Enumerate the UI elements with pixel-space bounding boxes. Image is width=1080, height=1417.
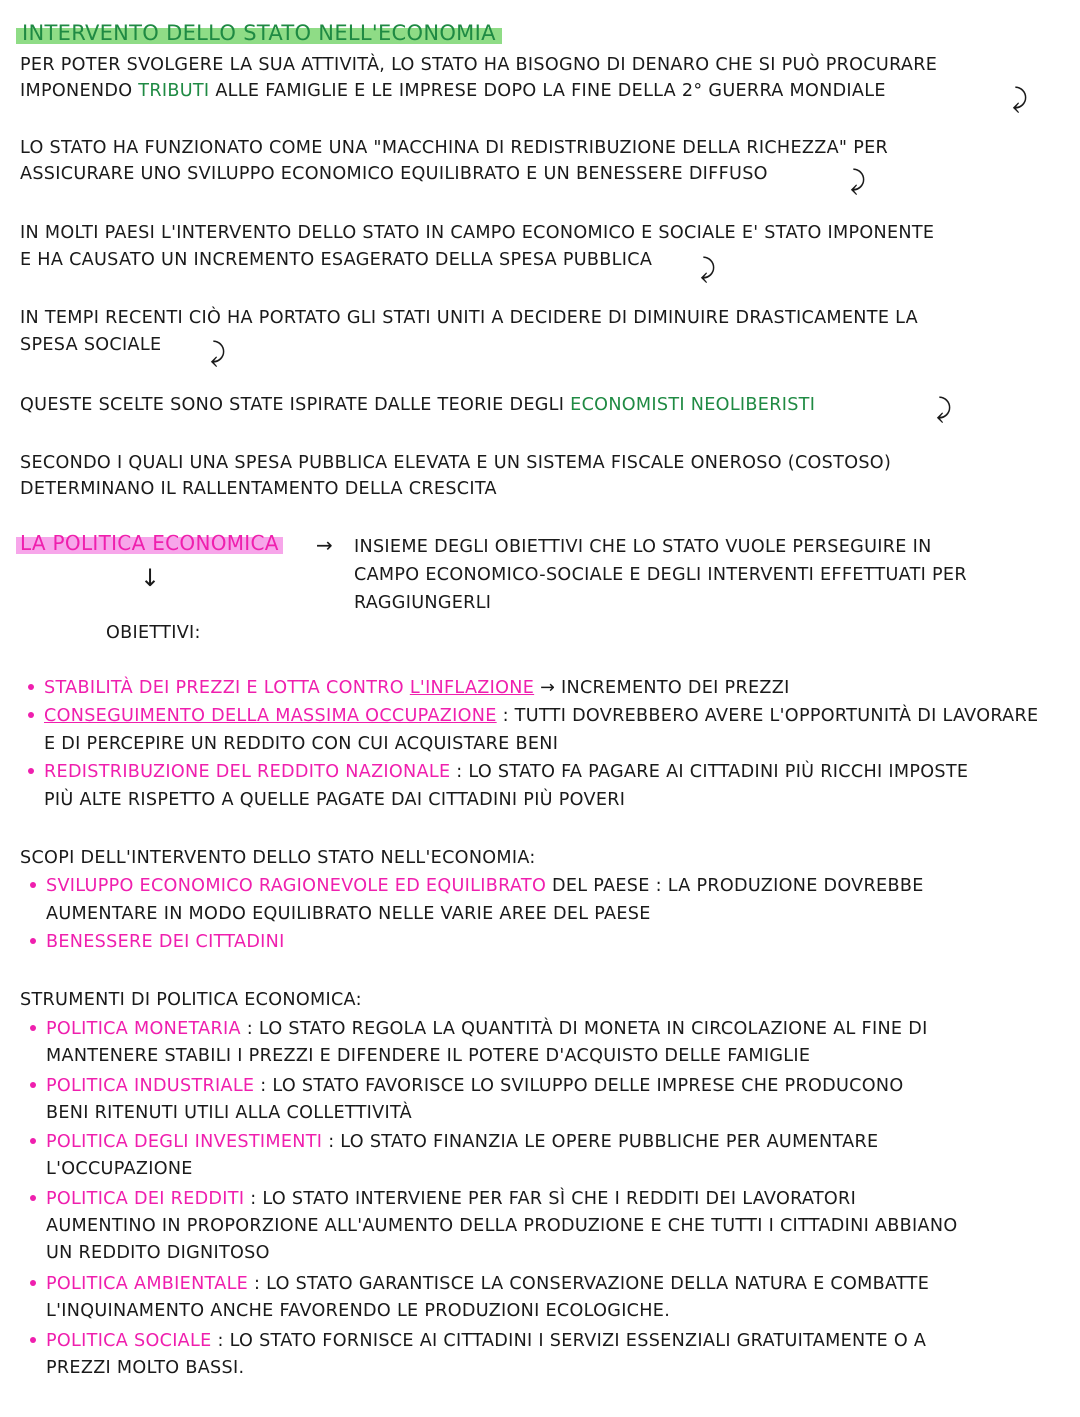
tool-6-desc: : LO STATO FORNISCE AI CITTADINI I SERVIZI ESSENZIALI GRATUITAMENTE O A	[217, 1331, 927, 1351]
neoliberisti-term: ECONOMISTI NEOLIBERISTI	[570, 395, 816, 415]
title-text: INTERVENTO DELLO STATO NELL'ECONOMIA	[16, 21, 502, 45]
policy-def-line3: RAGGIUNGERLI	[354, 593, 492, 613]
tool-5-line1	[46, 1271, 929, 1297]
intro-p6-line2: DETERMINANO IL RALLENTAMENTO DELLA CRESCITA	[20, 479, 497, 499]
tool-2-line1	[46, 1073, 904, 1099]
curved-arrow-icon: ⤸	[700, 254, 716, 284]
tool-5-line2: L'INQUINAMENTO ANCHE FAVORENDO LE PRODUZIONI ECOLOGICHE.	[46, 1301, 671, 1321]
bullet-icon	[30, 1337, 36, 1343]
tool-1-title: POLITICA MONETARIA	[46, 1019, 241, 1039]
objectives-label: OBIETTIVI:	[106, 623, 201, 643]
policy-arrow: →	[316, 533, 334, 557]
down-arrow-icon: ↓	[140, 564, 161, 592]
objective-1-line1	[44, 675, 790, 701]
bullet-icon	[30, 1280, 36, 1286]
tool-4-desc: : LO STATO INTERVIENE PER FAR SÌ CHE I REDDITI DEI LAVORATORI	[250, 1189, 857, 1209]
intro-p2-line1: LO STATO HA FUNZIONATO COME UNA "MACCHINA DI REDISTRIBUZIONE DELLA RICHEZZA" PER	[20, 138, 889, 158]
tool-1-line2: MANTENERE STABILI I PREZZI E DIFENDERE IL POTERE D'ACQUISTO DELLE FAMIGLIE	[46, 1046, 811, 1066]
curved-arrow-icon: ⤸	[1012, 84, 1028, 114]
aim-2-title: BENESSERE DEI CITTADINI	[46, 932, 285, 952]
curved-arrow-icon: ⤸	[850, 166, 866, 196]
inflazione-term: L'INFLAZIONE	[409, 678, 535, 698]
intro-p1-text-c: ALLE FAMIGLIE E LE IMPRESE DOPO LA FINE DELLA 2° GUERRA MONDIALE	[215, 81, 886, 101]
objective-2-line1	[44, 703, 1038, 729]
tool-4-line2: AUMENTINO IN PROPORZIONE ALL'AUMENTO DELLA PRODUZIONE E CHE TUTTI I CITTADINI ABBIANO	[46, 1216, 958, 1236]
bullet-icon	[28, 712, 34, 718]
intro-p4-line2: SPESA SOCIALE	[20, 335, 162, 355]
tool-5-desc: : LO STATO GARANTISCE LA CONSERVAZIONE DELLA NATURA E COMBATTE	[254, 1274, 930, 1294]
tool-3-title: POLITICA DEGLI INVESTIMENTI	[46, 1132, 323, 1152]
objective-2-line2: E DI PERCEPIRE UN REDDITO CON CUI ACQUISTARE BENI	[44, 734, 559, 754]
tool-6-line2: PREZZI MOLTO BASSI.	[46, 1358, 245, 1378]
bullet-icon	[30, 938, 36, 944]
tool-2-desc: : LO STATO FAVORISCE LO SVILUPPO DELLE IMPRESE CHE PRODUCONO	[260, 1076, 904, 1096]
objective-2-title: CONSEGUIMENTO DELLA MASSIMA OCCUPAZIONE	[44, 706, 497, 726]
curved-arrow-icon: ⤸	[936, 394, 952, 424]
bullet-icon	[28, 684, 34, 690]
curved-arrow-icon: ⤸	[210, 338, 226, 368]
tool-2-title: POLITICA INDUSTRIALE	[46, 1076, 255, 1096]
intro-p4-line1: IN TEMPI RECENTI CIÒ HA PORTATO GLI STATI UNITI A DECIDERE DI DIMINUIRE DRASTICAMENTE LA	[20, 308, 918, 328]
intro-p6-line1: SECONDO I QUALI UNA SPESA PUBBLICA ELEVATA E UN SISTEMA FISCALE ONEROSO (COSTOSO)	[20, 453, 892, 473]
tool-4-line3: UN REDDITO DIGNITOSO	[46, 1243, 270, 1263]
aim-1-line2: AUMENTARE IN MODO EQUILIBRATO NELLE VARIE AREE DEL PAESE	[46, 904, 651, 924]
tool-3-line1	[46, 1129, 878, 1155]
objective-1-title: STABILITÀ DEI PREZZI E LOTTA CONTRO	[44, 678, 404, 698]
tools-heading: STRUMENTI DI POLITICA ECONOMICA:	[20, 990, 362, 1010]
tool-6-line1	[46, 1328, 926, 1354]
tool-5-title: POLITICA AMBIENTALE	[46, 1274, 249, 1294]
tool-1-line1	[46, 1016, 928, 1042]
policy-heading-text: LA POLITICA ECONOMICA	[16, 531, 283, 555]
aim-1-line1	[46, 873, 924, 899]
tool-4-line1	[46, 1186, 856, 1212]
intro-p1-line1: PER POTER SVOLGERE LA SUA ATTIVITÀ, LO STATO HA BISOGNO DI DENARO CHE SI PUÒ PROCURARE	[20, 55, 938, 75]
intro-p5-line	[20, 392, 815, 418]
intro-p3-line2: E HA CAUSATO UN INCREMENTO ESAGERATO DELLA SPESA PUBBLICA	[20, 250, 653, 270]
objective-3-title: REDISTRIBUZIONE DEL REDDITO NAZIONALE	[44, 762, 451, 782]
bullet-icon	[28, 768, 34, 774]
aim-2	[46, 929, 285, 955]
aims-heading: SCOPI DELL'INTERVENTO DELLO STATO NELL'ECONOMIA:	[20, 848, 536, 868]
intro-p2-line2: ASSICURARE UNO SVILUPPO ECONOMICO EQUILIBRATO E UN BENESSERE DIFFUSO	[20, 164, 768, 184]
aim-1-title: SVILUPPO ECONOMICO RAGIONEVOLE ED EQUILIBRATO	[46, 876, 547, 896]
page-title	[16, 20, 502, 46]
bullet-icon	[30, 1082, 36, 1088]
tributi-term: TRIBUTI	[138, 81, 210, 101]
policy-heading	[16, 530, 283, 556]
tool-4-title: POLITICA DEI REDDITI	[46, 1189, 245, 1209]
intro-p5-text: QUESTE SCELTE SONO STATE ISPIRATE DALLE TEORIE DEGLI	[20, 395, 565, 415]
objective-1-note: → INCREMENTO DEI PREZZI	[540, 678, 790, 698]
aim-1-desc: DEL PAESE : LA PRODUZIONE DOVREBBE	[552, 876, 924, 896]
objective-2-desc: : TUTTI DOVREBBERO AVERE L'OPPORTUNITÀ DI LAVORARE	[502, 706, 1039, 726]
policy-def-line1: INSIEME DEGLI OBIETTIVI CHE LO STATO VUOLE PERSEGUIRE IN	[354, 537, 932, 557]
bullet-icon	[30, 1195, 36, 1201]
policy-def-line2: CAMPO ECONOMICO-SOCIALE E DEGLI INTERVENTI EFFETTUATI PER	[354, 565, 967, 585]
tool-6-title: POLITICA SOCIALE	[46, 1331, 212, 1351]
tool-3-desc: : LO STATO FINANZIA LE OPERE PUBBLICHE PER AUMENTARE	[328, 1132, 879, 1152]
intro-p1-line2	[20, 78, 886, 104]
objective-3-desc: : LO STATO FA PAGARE AI CITTADINI PIÙ RICCHI IMPOSTE	[456, 762, 969, 782]
tool-3-line2: L'OCCUPAZIONE	[46, 1159, 193, 1179]
tool-1-desc: : LO STATO REGOLA LA QUANTITÀ DI MONETA IN CIRCOLAZIONE AL FINE DI	[246, 1019, 928, 1039]
intro-p3-line1: IN MOLTI PAESI L'INTERVENTO DELLO STATO IN CAMPO ECONOMICO E SOCIALE E' STATO IMPONENTE	[20, 223, 935, 243]
objective-3-line2: PIÙ ALTE RISPETTO A QUELLE PAGATE DAI CITTADINI PIÙ POVERI	[44, 790, 626, 810]
bullet-icon	[30, 1138, 36, 1144]
bullet-icon	[30, 1025, 36, 1031]
objective-3-line1	[44, 759, 968, 785]
bullet-icon	[30, 882, 36, 888]
tool-2-line2: BENI RITENUTI UTILI ALLA COLLETTIVITÀ	[46, 1103, 413, 1123]
intro-p1-text-a: IMPONENDO	[20, 81, 133, 101]
